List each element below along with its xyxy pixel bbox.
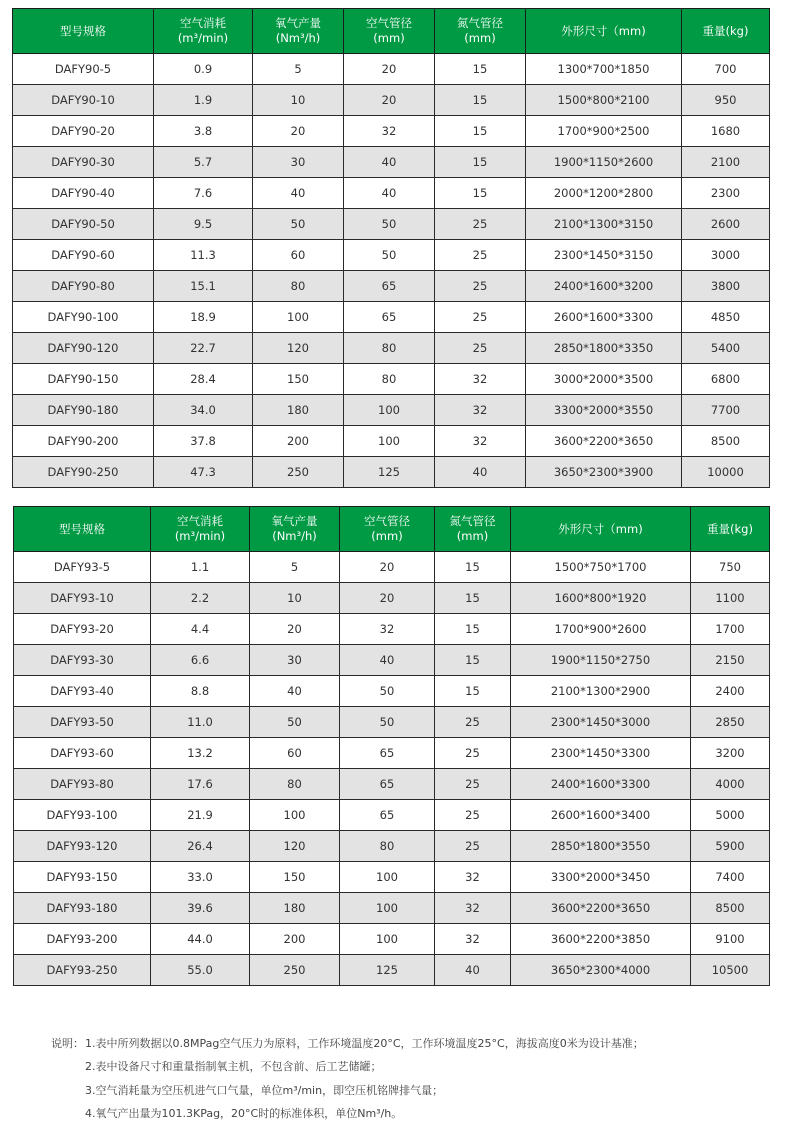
cell-nitrogen-pipe: 25 [435,707,511,738]
cell-weight: 8500 [691,893,770,924]
cell-model: DAFY93-80 [14,769,151,800]
cell-dimensions: 2600*1600*3300 [526,302,682,333]
cell-weight: 2150 [691,645,770,676]
cell-nitrogen-pipe: 32 [435,893,511,924]
cell-oxygen-output: 50 [250,707,340,738]
cell-air-pipe: 125 [344,457,435,488]
cell-weight: 2400 [691,676,770,707]
table-row [13,209,770,240]
cell-oxygen-output: 10 [253,85,344,116]
cell-oxygen-output: 40 [250,676,340,707]
cell-model: DAFY93-150 [14,862,151,893]
cell-air-consumption: 4.4 [151,614,250,645]
cell-oxygen-output: 80 [253,271,344,302]
cell-dimensions: 3600*2200*3650 [511,893,691,924]
cell-air-pipe: 20 [340,583,435,614]
header-dimensions: 外形尺寸（mm) [526,9,682,54]
cell-dimensions: 1300*700*1850 [526,54,682,85]
cell-air-consumption: 2.2 [151,583,250,614]
header-oxygen-output: 氧气产量 (Nm³/h) [253,9,344,54]
cell-dimensions: 1600*800*1920 [511,583,691,614]
cell-model: DAFY90-30 [13,147,154,178]
cell-nitrogen-pipe: 15 [435,614,511,645]
cell-dimensions: 3300*2000*3550 [526,395,682,426]
table-row [14,955,770,986]
cell-air-consumption: 5.7 [154,147,253,178]
table-row [14,614,770,645]
cell-oxygen-output: 150 [253,364,344,395]
cell-weight: 6800 [682,364,770,395]
cell-oxygen-output: 50 [253,209,344,240]
cell-oxygen-output: 250 [250,955,340,986]
table-row [14,831,770,862]
cell-nitrogen-pipe: 15 [435,85,526,116]
cell-nitrogen-pipe: 25 [435,769,511,800]
cell-nitrogen-pipe: 32 [435,364,526,395]
cell-oxygen-output: 60 [250,738,340,769]
cell-nitrogen-pipe: 32 [435,426,526,457]
cell-oxygen-output: 20 [253,116,344,147]
cell-nitrogen-pipe: 32 [435,862,511,893]
cell-oxygen-output: 60 [253,240,344,271]
cell-model: DAFY90-60 [13,240,154,271]
cell-oxygen-output: 20 [250,614,340,645]
cell-air-consumption: 55.0 [151,955,250,986]
table-row [14,707,770,738]
cell-dimensions: 1700*900*2600 [511,614,691,645]
cell-air-pipe: 100 [344,395,435,426]
cell-oxygen-output: 10 [250,583,340,614]
table-row [13,457,770,488]
cell-air-consumption: 1.1 [151,552,250,583]
header-nitrogen-pipe: 氮气管径 (mm) [435,507,511,552]
cell-model: DAFY90-180 [13,395,154,426]
cell-weight: 700 [682,54,770,85]
cell-weight: 950 [682,85,770,116]
cell-model: DAFY93-5 [14,552,151,583]
cell-weight: 4000 [691,769,770,800]
cell-model: DAFY93-40 [14,676,151,707]
spec-table-dafy93 [13,506,770,986]
cell-oxygen-output: 120 [253,333,344,364]
header-model: 型号规格 [14,507,151,552]
cell-weight: 5000 [691,800,770,831]
cell-dimensions: 3650*2300*3900 [526,457,682,488]
cell-air-pipe: 40 [344,147,435,178]
header-weight: 重量(kg) [682,9,770,54]
cell-air-consumption: 7.6 [154,178,253,209]
cell-air-pipe: 50 [344,209,435,240]
cell-model: DAFY93-250 [14,955,151,986]
cell-dimensions: 1900*1150*2600 [526,147,682,178]
cell-air-pipe: 80 [340,831,435,862]
cell-nitrogen-pipe: 15 [435,676,511,707]
cell-nitrogen-pipe: 25 [435,302,526,333]
cell-weight: 7700 [682,395,770,426]
cell-air-pipe: 40 [340,645,435,676]
cell-air-consumption: 44.0 [151,924,250,955]
cell-air-pipe: 80 [344,333,435,364]
cell-oxygen-output: 120 [250,831,340,862]
cell-air-consumption: 21.9 [151,800,250,831]
cell-nitrogen-pipe: 15 [435,178,526,209]
cell-nitrogen-pipe: 25 [435,209,526,240]
cell-weight: 4850 [682,302,770,333]
header-air-pipe: 空气管径 (mm) [340,507,435,552]
cell-dimensions: 2850*1800*3350 [526,333,682,364]
cell-model: DAFY90-10 [13,85,154,116]
cell-model: DAFY93-30 [14,645,151,676]
cell-air-pipe: 100 [340,893,435,924]
table-row [13,85,770,116]
cell-dimensions: 2000*1200*2800 [526,178,682,209]
cell-air-pipe: 65 [340,738,435,769]
cell-nitrogen-pipe: 25 [435,831,511,862]
cell-air-consumption: 37.8 [154,426,253,457]
cell-weight: 3800 [682,271,770,302]
cell-model: DAFY90-250 [13,457,154,488]
cell-oxygen-output: 200 [253,426,344,457]
cell-air-pipe: 80 [344,364,435,395]
table-header-row [13,9,770,54]
table-row [13,147,770,178]
cell-model: DAFY93-100 [14,800,151,831]
cell-nitrogen-pipe: 15 [435,54,526,85]
cell-air-consumption: 3.8 [154,116,253,147]
cell-air-pipe: 20 [344,85,435,116]
cell-weight: 1100 [691,583,770,614]
cell-air-pipe: 125 [340,955,435,986]
cell-oxygen-output: 40 [253,178,344,209]
cell-dimensions: 2300*1450*3300 [511,738,691,769]
cell-air-consumption: 22.7 [154,333,253,364]
cell-air-consumption: 17.6 [151,769,250,800]
cell-air-consumption: 1.9 [154,85,253,116]
table-row [13,333,770,364]
cell-air-consumption: 18.9 [154,302,253,333]
cell-air-pipe: 100 [340,862,435,893]
cell-air-consumption: 47.3 [154,457,253,488]
cell-model: DAFY93-10 [14,583,151,614]
table-row [13,240,770,271]
cell-weight: 1680 [682,116,770,147]
cell-oxygen-output: 30 [253,147,344,178]
table-row [13,54,770,85]
note-line-3: 3.空气消耗量为空压机进气口气量，单位m³/min，即空压机铭牌排气量； [85,1083,444,1097]
cell-weight: 10500 [691,955,770,986]
table-row [14,893,770,924]
note-line-4: 4.氧气产出量为101.3KPag，20°C时的标准体积，单位Nm³/h。 [85,1106,403,1120]
cell-weight: 2600 [682,209,770,240]
cell-oxygen-output: 100 [253,302,344,333]
cell-model: DAFY93-180 [14,893,151,924]
cell-nitrogen-pipe: 15 [435,147,526,178]
table-row [14,583,770,614]
cell-air-consumption: 11.3 [154,240,253,271]
cell-air-consumption: 6.6 [151,645,250,676]
cell-air-consumption: 39.6 [151,893,250,924]
cell-air-pipe: 50 [340,676,435,707]
cell-air-consumption: 8.8 [151,676,250,707]
cell-oxygen-output: 180 [253,395,344,426]
header-air-consumption: 空气消耗 (m³/min) [151,507,250,552]
cell-air-pipe: 32 [344,116,435,147]
cell-oxygen-output: 180 [250,893,340,924]
cell-weight: 5400 [682,333,770,364]
header-model: 型号规格 [13,9,154,54]
cell-nitrogen-pipe: 40 [435,955,511,986]
cell-model: DAFY93-20 [14,614,151,645]
cell-air-consumption: 0.9 [154,54,253,85]
cell-weight: 10000 [682,457,770,488]
cell-model: DAFY90-50 [13,209,154,240]
cell-nitrogen-pipe: 15 [435,645,511,676]
notes-prefix: 说明： [51,1037,84,1050]
cell-nitrogen-pipe: 15 [435,116,526,147]
cell-air-pipe: 100 [344,426,435,457]
cell-air-consumption: 11.0 [151,707,250,738]
cell-air-pipe: 65 [340,800,435,831]
cell-model: DAFY90-5 [13,54,154,85]
cell-air-pipe: 65 [344,302,435,333]
cell-dimensions: 2850*1800*3550 [511,831,691,862]
header-nitrogen-pipe: 氮气管径 (mm) [435,9,526,54]
cell-model: DAFY93-200 [14,924,151,955]
cell-air-pipe: 50 [344,240,435,271]
table-row [14,800,770,831]
cell-weight: 2850 [691,707,770,738]
cell-nitrogen-pipe: 25 [435,240,526,271]
table-row [13,364,770,395]
header-air-consumption: 空气消耗 (m³/min) [154,9,253,54]
cell-air-pipe: 65 [340,769,435,800]
table-row [13,426,770,457]
cell-nitrogen-pipe: 15 [435,552,511,583]
cell-air-pipe: 100 [340,924,435,955]
cell-model: DAFY90-200 [13,426,154,457]
cell-oxygen-output: 100 [250,800,340,831]
header-oxygen-output: 氧气产量 (Nm³/h) [250,507,340,552]
cell-model: DAFY90-20 [13,116,154,147]
cell-weight: 3200 [691,738,770,769]
cell-model: DAFY93-50 [14,707,151,738]
table-row [14,769,770,800]
cell-dimensions: 3600*2200*3850 [511,924,691,955]
cell-dimensions: 2300*1450*3000 [511,707,691,738]
table-header-row [14,507,770,552]
cell-weight: 3000 [682,240,770,271]
cell-dimensions: 1500*800*2100 [526,85,682,116]
cell-air-consumption: 34.0 [154,395,253,426]
note-line-1: 1.表中所列数据以0.8MPag空气压力为原料，工作环境温度20°C，工作环境温度25°C，海拔高度0米为设计基准； [85,1037,644,1050]
cell-air-consumption: 9.5 [154,209,253,240]
cell-dimensions: 2400*1600*3300 [511,769,691,800]
cell-oxygen-output: 5 [250,552,340,583]
cell-oxygen-output: 250 [253,457,344,488]
note-line-2: 2.表中设备尺寸和重量指制氧主机，不包含前、后工艺储罐； [85,1060,382,1074]
cell-model: DAFY90-100 [13,302,154,333]
header-weight: 重量(kg) [691,507,770,552]
cell-air-consumption: 33.0 [151,862,250,893]
cell-model: DAFY93-120 [14,831,151,862]
cell-oxygen-output: 5 [253,54,344,85]
cell-weight: 2100 [682,147,770,178]
table-row [13,395,770,426]
cell-weight: 2300 [682,178,770,209]
cell-air-consumption: 28.4 [154,364,253,395]
notes-section [51,1032,644,1125]
cell-nitrogen-pipe: 15 [435,583,511,614]
cell-air-pipe: 20 [344,54,435,85]
cell-air-pipe: 65 [344,271,435,302]
cell-oxygen-output: 30 [250,645,340,676]
cell-model: DAFY90-120 [13,333,154,364]
table-row [14,645,770,676]
cell-model: DAFY90-80 [13,271,154,302]
cell-nitrogen-pipe: 25 [435,333,526,364]
cell-air-pipe: 50 [340,707,435,738]
cell-dimensions: 2600*1600*3400 [511,800,691,831]
cell-dimensions: 3650*2300*4000 [511,955,691,986]
cell-dimensions: 3000*2000*3500 [526,364,682,395]
cell-dimensions: 1700*900*2500 [526,116,682,147]
cell-air-consumption: 15.1 [154,271,253,302]
cell-model: DAFY93-60 [14,738,151,769]
cell-air-pipe: 20 [340,552,435,583]
cell-dimensions: 2100*1300*3150 [526,209,682,240]
table-row [13,178,770,209]
cell-nitrogen-pipe: 32 [435,395,526,426]
cell-dimensions: 2400*1600*3200 [526,271,682,302]
cell-nitrogen-pipe: 32 [435,924,511,955]
cell-dimensions: 3300*2000*3450 [511,862,691,893]
cell-weight: 7400 [691,862,770,893]
table-row [14,676,770,707]
table-row [13,116,770,147]
table-row [13,302,770,333]
cell-weight: 8500 [682,426,770,457]
cell-dimensions: 1900*1150*2750 [511,645,691,676]
cell-air-pipe: 40 [344,178,435,209]
cell-model: DAFY90-40 [13,178,154,209]
cell-air-pipe: 32 [340,614,435,645]
spec-table-dafy90 [12,8,770,488]
cell-oxygen-output: 150 [250,862,340,893]
header-dimensions: 外形尺寸（mm) [511,507,691,552]
cell-nitrogen-pipe: 40 [435,457,526,488]
cell-dimensions: 3600*2200*3650 [526,426,682,457]
cell-weight: 1700 [691,614,770,645]
cell-dimensions: 2100*1300*2900 [511,676,691,707]
cell-weight: 9100 [691,924,770,955]
header-air-pipe: 空气管径 (mm) [344,9,435,54]
cell-air-consumption: 26.4 [151,831,250,862]
cell-weight: 5900 [691,831,770,862]
cell-oxygen-output: 80 [250,769,340,800]
cell-nitrogen-pipe: 25 [435,800,511,831]
cell-weight: 750 [691,552,770,583]
cell-oxygen-output: 200 [250,924,340,955]
cell-model: DAFY90-150 [13,364,154,395]
table-row [14,552,770,583]
cell-nitrogen-pipe: 25 [435,271,526,302]
table-row [14,738,770,769]
cell-dimensions: 2300*1450*3150 [526,240,682,271]
table-row [14,862,770,893]
table-row [13,271,770,302]
table-row [14,924,770,955]
cell-air-consumption: 13.2 [151,738,250,769]
cell-dimensions: 1500*750*1700 [511,552,691,583]
cell-nitrogen-pipe: 25 [435,738,511,769]
